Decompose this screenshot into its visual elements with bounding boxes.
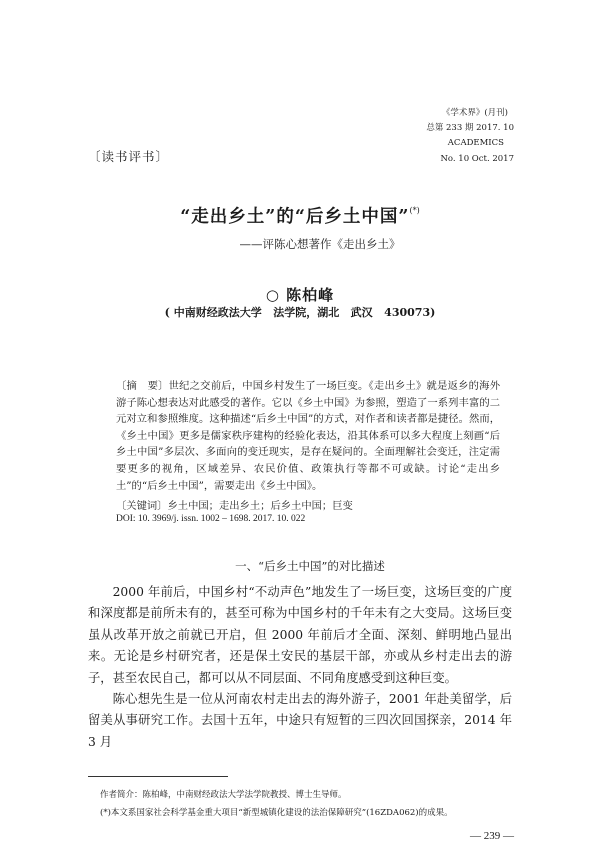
page-number: — 239 — [470,830,514,842]
article-title-text: “走出乡土”的“后乡土中国” [180,207,410,227]
author-affiliation: ( 中南财经政法大学 法学院，湖北 武汉 430073) [164,306,436,319]
footnote-author-bio: 作者简介：陈柏峰，中南财经政法大学法学院教授、博士生导师。 [100,790,347,800]
footnote-divider [88,776,228,777]
body-paragraph: 2000 年前后，中国乡村“不动声色”地发生了一场巨变，这场巨变的广度和深度都是前所未有的，甚至可称为中国乡村的千年未有之大变局。这场巨变虽从改革开放之前就已开启，但 2000 年前后才全面、深刻、鲜明地凸显出来。无论是乡村研究者，还是保土安民的基层干部，亦或从乡村走出去的游子，甚至农民自己，都可以从不同层面、不同角度感受到这种巨变。 [88,585,512,685]
keywords: 〔关键词〕乡土中国；走出乡土；后乡土中国；巨变 [116,500,353,512]
article-title [0,203,600,228]
journal-title: 《学术界》(月刊) [441,108,508,118]
journal-issue-en: No. 10 Oct. 2017 [440,154,514,164]
author-name: ○ 陈柏峰 [265,286,335,304]
title-footnote-mark: (*) [409,206,420,215]
article-subtitle: ——评陈心想著作《走出乡土》 [239,237,401,251]
column-label: 〔读书评书〕 [88,149,170,164]
footnote-fund: (*)本文系国家社会科学基金重大项目“新型城镇化建设的法治保障研究”(16ZDA062)的成果。 [100,808,453,818]
abstract: 〔摘 要〕世纪之交前后，中国乡村发生了一场巨变。《走出乡土》就是返乡的海外游子陈心想表达对此感受的著作。它以《乡土中国》为参照，塑造了一系列丰富的二元对立和参照维度。这种描述“后乡土中国”的方式，对作者和读者都是捷径。然而，《乡土中国》更多是儒家秩序建构的经验化表达，沿其体系可以多大程度上刻画“后乡土中国”多层次、多面向的变迁现实，是存在疑问的。全面理解社会变迁，注定需要更多的视角，区域差异、农民价值、政策执行等都不可或缺。讨论“走出乡土”的“后乡土中国”，需要走出《乡土中国》。 [116,380,500,492]
doi: DOI: 10. 3969/j. issn. 1002 – 1698. 2017. 10. 022 [116,514,306,524]
journal-issue: 总第 233 期 2017. 10 [426,123,514,133]
journal-title-en: ACADEMICS [447,138,504,148]
body-paragraph: 陈心想先生是一位从河南农村走出去的海外游子，2001 年赴美留学，后留美从事研究工作。去国十五年，中途只有短暂的三四次回国探亲，2014 年 3 月 [88,692,512,749]
section-heading: 一、“后乡土中国”的对比描述 [235,559,385,573]
